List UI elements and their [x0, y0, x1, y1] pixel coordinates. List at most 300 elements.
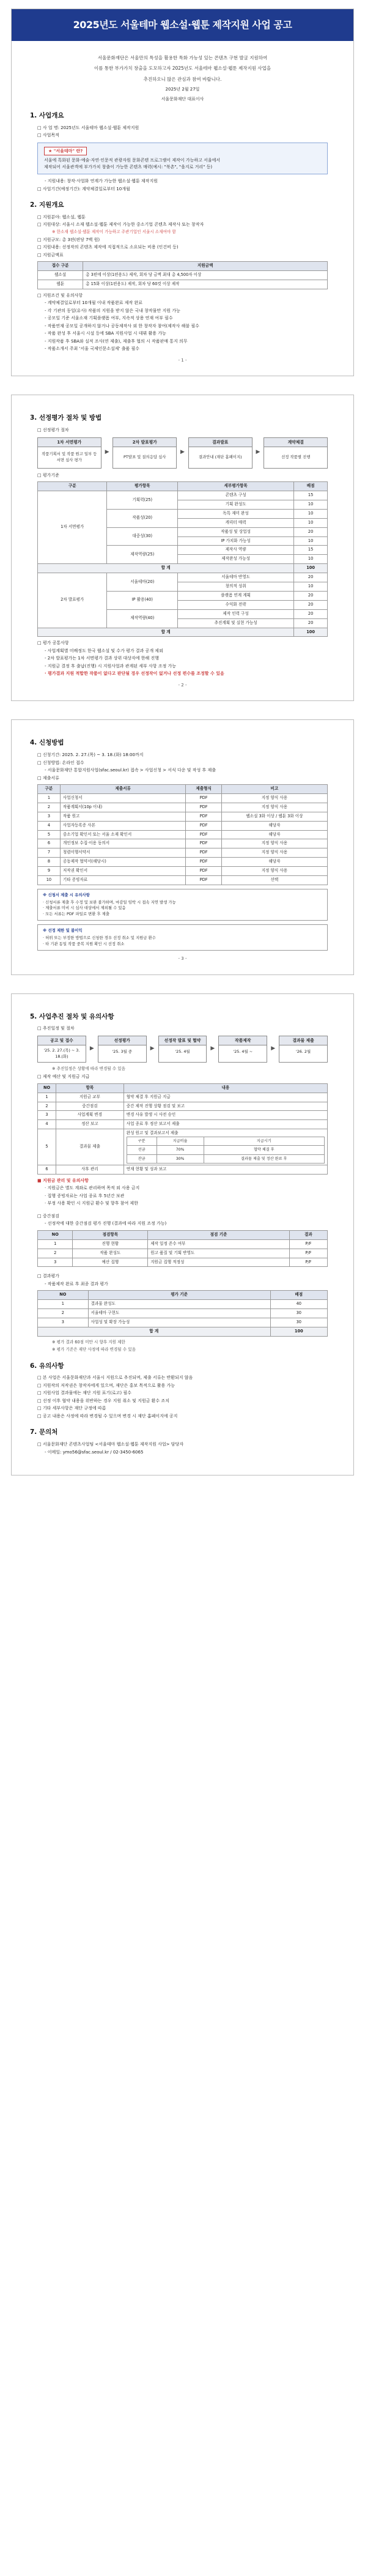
text-line: - 공모일 기준 서울소재 기획플랫폼 여부, 지속적 상용 연재 여부 필수 — [45, 316, 173, 321]
table-cell: 10 — [294, 518, 328, 527]
table-cell: 독특 재미 완성 — [178, 509, 294, 518]
submission-note-box — [37, 889, 328, 921]
table-header: 내용 — [124, 1083, 327, 1093]
table-cell: PDF — [186, 821, 221, 830]
table-cell: 협약 체결 후 지원금 지급 — [124, 1093, 327, 1102]
flow-step-title: 결과물 제출 — [279, 1036, 327, 1045]
table-row — [38, 803, 328, 812]
table-cell: 지정 양식 사용 — [221, 867, 327, 876]
text-line: - 작품연재 공모일 공개하지 않거나 공동제작사 외 한 창작자 참여(제작사 해불 필수 — [45, 323, 199, 328]
table-cell: 서울테마 반영도 — [178, 573, 294, 582]
text-line: - 사업계획별 미배정도 한국 웹소설 및 수가 평가 결과 공개 제외 — [45, 648, 163, 653]
flow-step-title: 공고 및 접수 — [38, 1036, 86, 1045]
document-page-1 — [11, 9, 354, 376]
arrow-right-icon: ▶ — [89, 1045, 94, 1052]
flow-step-body: 작품기획서 및 작품 원고 일부 등 서면 심사 평가 — [42, 451, 97, 462]
flow-step-body: PT발표 및 질의응답 심사 — [124, 454, 166, 459]
table-cell: 20 — [294, 609, 328, 618]
signer: 서울문화재단 대표이사 — [161, 97, 204, 102]
table-header: NO — [38, 1291, 89, 1300]
table-cell: 지정 양식 사용 — [221, 839, 327, 848]
table-row — [38, 1120, 328, 1129]
table-cell: 1차 서면평가 — [38, 491, 107, 564]
table-cell: 4 — [38, 821, 61, 830]
intro-line: 이를 통한 부가가치 창출을 도모하고자 2025년도 서울테마 웹소설·웹툰 제작지원 사업을 — [94, 65, 271, 72]
table-cell: 서울테마 구현도 — [88, 1309, 270, 1318]
text-line: □ 기타 세부사항은 재단 규정에 따름 — [37, 1406, 106, 1411]
table-row — [38, 1129, 328, 1165]
flow-step-title: 작품제작 — [219, 1036, 267, 1045]
text-line: □ 제작 예산 및 지원금 지급 — [37, 1074, 90, 1080]
table-cell: 3 — [38, 1318, 89, 1327]
text-line: - 계약체결일로부터 10개월 이내 작품완료 제작 완료 — [45, 300, 143, 306]
selection-flow — [37, 437, 328, 469]
text-line: - 지원작품 후 SBA와 실적 조사(연 제출), 제출후 협의 시 작품판매 통지 의무 — [45, 338, 188, 344]
table-cell: 콘텐츠 구성 — [178, 491, 294, 500]
text-note: ※ 추진일정은 상황에 따라 변경될 수 있음 — [52, 1066, 126, 1072]
flow-step — [112, 437, 177, 469]
table-cell: 사업자등록증 사본 — [60, 821, 186, 830]
table-cell: PDF — [186, 839, 221, 848]
table-cell: 제작 인력 구성 — [178, 609, 294, 618]
table-cell: 3 — [38, 812, 61, 821]
table-cell: P/F — [289, 1258, 327, 1267]
table-cell: 잔금 — [127, 1154, 157, 1163]
table-cell: 작품 원고 — [60, 812, 186, 821]
table-cell: 중간점검 — [56, 1102, 124, 1111]
amount-table — [37, 261, 328, 289]
table-row — [38, 1249, 328, 1258]
page-number: - 1 - — [178, 357, 187, 363]
text-line: □ 지원사업 결과물에는 재단 지원 표기(로고) 필수 — [37, 1390, 131, 1396]
page-title: 2025년도 서울테마 웹소설·웹툰 제작지원 사업 공고 — [73, 19, 292, 31]
table-cell: 수익화 전략 — [178, 600, 294, 609]
flow-step — [188, 437, 253, 469]
schedule-flow — [37, 1036, 328, 1063]
table-cell: 20 — [294, 618, 328, 628]
table-cell: 7 — [38, 848, 61, 858]
table-cell: 해당자 — [221, 858, 327, 867]
table-cell: 지정 양식 사용 — [221, 848, 327, 858]
table-row — [38, 1309, 328, 1318]
arrow-right-icon: ▶ — [180, 449, 185, 456]
table-header: 구분 — [127, 1137, 157, 1146]
flow-step-body: 결과안내 (재단 홈페이지) — [198, 454, 242, 459]
note-heading: ※ 선정 제한 및 불이익 — [43, 928, 83, 934]
table-header: 접수 구분 — [38, 262, 83, 271]
table-cell: 캐릭터 매력 — [178, 518, 294, 527]
cell-text: 완성 원고 및 결과보고서 제출 — [126, 1130, 179, 1136]
table-cell: 10 — [294, 582, 328, 592]
table-cell: 제작역량(25) — [107, 546, 178, 564]
table-header: 점검항목 — [73, 1230, 148, 1239]
table-cell: 작품계획서(10p 이내) — [60, 803, 186, 812]
text-line: · 지원금은 별도 계좌로 관리하며 목적 외 사용 금지 — [45, 1186, 140, 1191]
table-sum-row — [38, 564, 328, 573]
table-cell: 사후 관리 — [56, 1165, 124, 1174]
table-cell: 2 — [38, 1102, 56, 1111]
table-cell: 저작권 확인서 — [60, 867, 186, 876]
table-cell: PDF — [186, 794, 221, 803]
arrow-right-icon: ▶ — [271, 1045, 276, 1052]
intro-line: 추진하오니 많은 관심과 참여 바랍니다. — [143, 76, 222, 82]
text-note: ※ 평가 기준은 재단 사정에 따라 변경될 수 있음 — [52, 1346, 136, 1352]
table-cell: 10 — [294, 509, 328, 518]
table-header: 평가항목 — [107, 482, 178, 491]
table-cell: 기타 증빙자료 — [60, 876, 186, 885]
table-cell: 해당자 — [221, 830, 327, 839]
arrow-right-icon: ▶ — [105, 449, 109, 456]
document-page-2 — [11, 395, 354, 701]
text-line: □ 본 사업은 서울문화재단과 서울시 지원으로 추진되며, 제출 서류는 반환되지 않음 — [37, 1375, 193, 1381]
table-cell: 3 — [38, 1258, 73, 1267]
text-line: - 2차 발표평가는 1차 서면평가 결과 상위 대상자에 한해 진행 — [45, 656, 159, 661]
table-row — [38, 858, 328, 867]
table-cell: IP 가치화 가능성 — [178, 536, 294, 546]
flow-step — [218, 1036, 267, 1063]
intro-line: 서울문화재단은 서울만의 특성을 활용한 특화 가능성 있는 콘텐츠 구현 발굴 지원하여 — [97, 55, 268, 61]
table-cell: 연재 현황 및 성과 보고 — [124, 1165, 327, 1174]
table-cell: 예산 집행 — [73, 1258, 148, 1267]
table-cell: 2차 발표평가 — [38, 573, 107, 628]
table-cell: 10 — [294, 536, 328, 546]
text-line: □ 사 업 명: 2025년도 서울테마 웹소설·웹툰 제작지원 — [37, 125, 139, 130]
table-cell: PDF — [186, 830, 221, 839]
table-cell: 플랫폼 연계 계획 — [178, 591, 294, 600]
table-cell: 작품성(20) — [107, 509, 178, 527]
table-cell: 6 — [38, 1165, 56, 1174]
table-cell: 지정 양식 사용 — [221, 803, 327, 812]
page-number: - 2 - — [178, 682, 187, 688]
section-heading: 1. 사업개요 — [30, 111, 64, 119]
callout-tag: ★ "서울테마" 란? — [44, 147, 87, 156]
table-cell: 9 — [38, 867, 61, 876]
flow-step-title: 선정작 발표 및 협약 — [159, 1036, 207, 1045]
table-cell: PDF — [186, 848, 221, 858]
table-cell: 해당자 — [221, 821, 327, 830]
flow-step-body: '25. 4월 ~ — [233, 1049, 253, 1055]
flow-step — [98, 1036, 147, 1063]
title-banner — [12, 9, 353, 41]
table-header: 지급시기 — [204, 1137, 325, 1146]
table-cell: 5 — [38, 1129, 56, 1165]
table-header: 지원금액 — [83, 262, 328, 271]
table-cell: 사업 종료 후 정산 보고서 제출 — [124, 1120, 327, 1129]
table-cell: 웹소설 — [38, 271, 83, 280]
flow-step — [279, 1036, 328, 1063]
announcement-date: 2025년 2월 27일 — [165, 86, 200, 92]
text-line: □ 결과평가 — [37, 1274, 59, 1279]
table-cell: 지정 양식 사용 — [221, 794, 327, 803]
evaluation-table — [37, 481, 328, 637]
table-cell: PDF — [186, 876, 221, 885]
text-line: - 각 기관의 동일(유사) 작품의 지원을 받지 않은 국내 창작물만 지원 가능 — [45, 308, 180, 313]
table-cell: 10 — [38, 876, 61, 885]
table-header: 배점 — [270, 1291, 327, 1300]
table-row — [38, 821, 328, 830]
table-cell: 6 — [38, 839, 61, 848]
table-cell: PDF — [186, 803, 221, 812]
table-cell: 정산 보고 — [56, 1120, 124, 1129]
table-cell: 지원금 교부 — [56, 1093, 124, 1102]
table-cell: 변경 사유 발생 시 사전 승인 — [124, 1111, 327, 1120]
text-line: □ 평가기준 — [37, 472, 59, 478]
flow-step — [37, 1036, 86, 1063]
table-row — [38, 830, 328, 839]
table-cell: 30 — [270, 1318, 327, 1327]
table-cell: 선금 — [127, 1146, 157, 1154]
table-cell: 결과물 완성도 — [88, 1300, 270, 1309]
page-number: - 3 - — [178, 956, 187, 962]
table-cell: 제작사 역량 — [178, 546, 294, 555]
table-header: 구분 — [38, 785, 61, 794]
section-heading: 7. 문의처 — [30, 1428, 58, 1436]
text-line: - 지원내용: 창작·사업화 연계가 가능한 웹소설·웹툰 제작지원 — [45, 179, 158, 184]
table-cell: P/F — [289, 1239, 327, 1249]
document-page-4 — [11, 993, 354, 1475]
text-line: □ 지원금액표 — [37, 252, 64, 258]
table-cell: 1 — [38, 794, 61, 803]
table-cell: 청렴이행서약서 — [60, 848, 186, 858]
text-line: □ 지원내용: 선정작의 콘텐츠 제작에 직접적으로 소요되는 비용 (인건비 등) — [37, 245, 179, 250]
table-cell: 합 계 — [38, 564, 294, 573]
text-line: □ 사업목적 — [37, 133, 59, 138]
table-cell: 100 — [294, 628, 328, 637]
text-line: □ 제출서류 — [37, 775, 59, 781]
flow-step-body: 선정 작품별 진행 — [281, 454, 311, 459]
text-line: · 부정 사용 확인 시 지원금 환수 및 향후 참여 제한 — [45, 1201, 138, 1206]
table-cell: 2 — [38, 1309, 89, 1318]
text-line: □ 지원대상: 서울시 소재 웹소설·웹툰 제작이 가능한 중소기업 콘텐츠 제작사 또는 창작자 — [37, 222, 204, 228]
text-line: □ 서울문화재단 콘텐츠사업팀 <서울테마 웹소설·웹툰 제작지원 사업> 담당자 — [37, 1442, 184, 1447]
table-row — [38, 1102, 328, 1111]
text-line: - 지원금 결정 후 출납(진행) 시 지원사업과 관계된 세부 사항 조정 가능 — [45, 663, 177, 669]
warning-line: · 평가결과 지원 적합한 작품이 없다고 판단될 경우 선정작이 없거나 선정 편수를 조정할 수 있음 — [45, 671, 224, 677]
theme-callout — [37, 143, 328, 175]
table-row — [38, 867, 328, 876]
table-header: 평가 기준 — [88, 1291, 270, 1300]
table-header: 항목 — [56, 1083, 124, 1093]
text-line: □ 사업기간(예정기간): 계약체결일로부터 10개월 — [37, 186, 130, 191]
text-line: □ 선정평가 절차 — [37, 428, 69, 433]
text-line: - 작품 완성 후 서울시 시설 등에 SBA 지원사업 시 데뷔 활용 가능 — [45, 331, 166, 336]
text-line: □ 공고 내용은 사정에 따라 변경될 수 있으며 변경 시 재단 홈페이지에 공지 — [37, 1413, 178, 1419]
table-row — [38, 1165, 328, 1174]
table-cell: 작품성 및 상업성 — [178, 527, 294, 536]
text-line: □ 지원분야: 웹소설, 웹툰 — [37, 214, 86, 220]
contact-line: - 이메일: ymo56@sfac.seoul.kr / 02-3450-6065 — [45, 1449, 144, 1455]
text-line: □ 추진일정 및 절차 — [37, 1026, 75, 1031]
table-cell: 제작 일정 준수 여부 — [148, 1239, 290, 1249]
check-table — [37, 1230, 328, 1268]
table-cell: 공동제작 협약서(해당시) — [60, 858, 186, 867]
text-note: ※ 한소재 웹소설·웹툰 제작이 가능하고 주관기업인 서울시 소재여야 함 — [52, 229, 176, 234]
table-row — [38, 1318, 328, 1327]
table-cell: 합 계 — [38, 628, 294, 637]
arrow-right-icon: ▶ — [210, 1045, 215, 1052]
table-row — [38, 1093, 328, 1102]
flow-step-title: 2차 발표평가 — [113, 438, 176, 447]
table-row — [38, 1300, 328, 1309]
section-heading: 5. 사업추진 절차 및 유의사항 — [30, 1012, 114, 1020]
text-note: ※ 평가 결과 60점 미만 시 향후 지원 제한 — [52, 1339, 125, 1345]
table-cell: 지원금 집행 적정성 — [148, 1258, 290, 1267]
table-row — [38, 271, 328, 280]
table-cell: 웹소설 3화 이상 / 웹툰 3화 이상 — [221, 812, 327, 821]
table-header: 제출서류 — [60, 785, 186, 794]
payment-ratio-table — [127, 1137, 325, 1164]
text-line: □ 지원작의 저작권은 창작자에게 있으며, 재단은 홍보 목적으로 활용 가능 — [37, 1383, 175, 1388]
callout-text: 서울에 특화된 문화·예술·자연·인문적 관광자원 문화콘텐 프로그램이 제작이 가능하고 서울에서 — [44, 158, 221, 163]
table-cell: 결과물 제출 및 정산 완료 후 — [204, 1154, 325, 1163]
table-cell: 10 — [294, 555, 328, 564]
table-cell: 2 — [38, 803, 61, 812]
note-line: · 타 기관 동일 작품 중복 지원 확인 시 선정 취소 — [43, 941, 125, 946]
table-cell: 중소기업 확인서 또는 서울 소재 확인서 — [60, 830, 186, 839]
text-line: □ 선정 이후 협약 내용을 위반하는 경우 지원 취소 및 지원금 환수 조치 — [37, 1398, 169, 1403]
table-cell: 20 — [294, 600, 328, 609]
note-line: · 허위 또는 부정한 방법으로 신청한 경우 선정 취소 및 지원금 환수 — [43, 935, 156, 940]
table-row — [38, 491, 328, 500]
table-cell: 1 — [38, 1093, 56, 1102]
table-header: 점검 기준 — [148, 1230, 290, 1239]
table-cell: 추진계획 및 실현 가능성 — [178, 618, 294, 628]
table-header: 비고 — [221, 785, 327, 794]
table-row — [38, 1111, 328, 1120]
table-cell: 3 — [38, 1111, 56, 1120]
table-cell: 20 — [294, 591, 328, 600]
table-sum-row — [38, 628, 328, 637]
flow-step — [264, 437, 328, 469]
text-line: - 서울문화재단 통합지원사업(sfac.seoul.kr) 접속 > 사업신청 > 서식 다운 및 작성 후 제출 — [45, 768, 216, 773]
table-header: 결과 — [289, 1230, 327, 1239]
table-cell: 서울테마(20) — [107, 573, 178, 592]
flow-step-title: 선정평가 — [98, 1036, 146, 1045]
table-cell: 5 — [38, 830, 61, 839]
table-cell: 웹툰 — [38, 280, 83, 289]
table-cell: PDF — [186, 858, 221, 867]
warning-heading: ■ 지원금 관리 및 유의사항 — [37, 1178, 89, 1183]
table-cell: 개인정보 수집·이용 동의서 — [60, 839, 186, 848]
table-cell: 40 — [270, 1300, 327, 1309]
table-cell: 협약 체결 후 — [204, 1146, 325, 1154]
table-cell: 15 — [294, 491, 328, 500]
note-line: · 제출서류 미비 시 심사 대상에서 제외될 수 있음 — [43, 905, 126, 911]
table-cell: 대중성(30) — [107, 527, 178, 546]
table-header: 세부평가항목 — [178, 482, 294, 491]
table-cell: 4 — [38, 1120, 56, 1129]
table-row — [38, 1258, 328, 1267]
table-sum-row — [38, 1327, 328, 1337]
text-line: - 선정작에 대한 중간점검 평가 진행 (결과에 따라 지원 조정 가능) — [45, 1221, 167, 1227]
table-header: 제출형식 — [186, 785, 221, 794]
table-row — [38, 812, 328, 821]
table-cell: 제작완성 가능성 — [178, 555, 294, 564]
note-line: · 모든 서류는 PDF 파일로 변환 후 제출 — [43, 911, 109, 916]
table-cell: 총 3편에 이상(1편용도) 제작, 회차 당 금액 최대 총 4,500자 이상 — [83, 271, 328, 280]
table-cell: 합 계 — [38, 1327, 271, 1337]
table-cell: 원고 품질 및 기획 반영도 — [148, 1249, 290, 1258]
table-header: NO — [38, 1230, 73, 1239]
text-line: □ 중간점검 — [37, 1213, 59, 1219]
flow-step-body: '26. 2월 — [295, 1049, 311, 1055]
table-cell: 중간 제작 진행 상황 점검 및 보고 — [124, 1102, 327, 1111]
text-line: · 집행 증빙자료는 사업 종료 후 5년간 보관 — [45, 1193, 125, 1198]
table-cell: 30 — [270, 1309, 327, 1318]
text-line: □ 신청기간: 2025. 2. 27.(목) ~ 3. 18.(화) 18:00까지 — [37, 752, 144, 758]
table-cell: 15 — [294, 546, 328, 555]
table-cell: 1 — [38, 1300, 89, 1309]
arrow-right-icon: ▶ — [150, 1045, 155, 1052]
table-cell: 1 — [38, 1239, 73, 1249]
table-cell: 8 — [38, 858, 61, 867]
documents-table — [37, 784, 328, 885]
table-cell: PDF — [186, 812, 221, 821]
text-line: □ 지원조건 및 유의사항 — [37, 292, 83, 298]
table-cell: 제작역량(40) — [107, 609, 178, 628]
table-cell: 30% — [157, 1154, 204, 1163]
table-row — [38, 1239, 328, 1249]
table-cell: 20 — [294, 527, 328, 536]
table-cell: 사업성 및 확장 가능성 — [88, 1318, 270, 1327]
section-heading: 3. 선정평가 절차 및 방법 — [30, 414, 102, 422]
text-line: - 작품소개서 주최 '서울 국제인문소설제' 출품 필수 — [45, 346, 139, 352]
table-cell: P/F — [289, 1249, 327, 1258]
table-cell: 기획 완성도 — [178, 500, 294, 510]
flow-step-body: '25. 3월 중 — [112, 1049, 132, 1055]
table-cell: 기획력(25) — [107, 491, 178, 510]
section-heading: 2. 지원개요 — [30, 201, 64, 209]
table-header: 지급비율 — [157, 1137, 204, 1146]
callout-text: 제작되어 서울관객에 부가가치 창출이 가능한 콘텐츠 매력(예시: "북촌", "을지로 거리" 등) — [44, 164, 213, 169]
table-header: 구분 — [38, 482, 107, 491]
note-line: · 신청서류 제출 후 수정 및 보완 불가하며, 마감일 임박 시 접속 지연 발생 가능 — [43, 899, 176, 905]
arrow-right-icon: ▶ — [256, 449, 260, 456]
table-cell: 창의적 성취 — [178, 582, 294, 592]
table-cell: 작품 완성도 — [73, 1249, 148, 1258]
table-cell — [124, 1129, 327, 1165]
text-line: - 작품제작 완료 후 최종 결과 평가 — [45, 1281, 108, 1286]
flow-step-body: '25. 2. 27.(목) ~ 3. 18.(화) — [43, 1048, 80, 1059]
text-line: □ 평가 공통사항 — [37, 640, 69, 646]
table-header: NO — [38, 1083, 56, 1093]
note-heading: ※ 신청서 제출 시 유의사항 — [43, 892, 90, 897]
section-heading: 6. 유의사항 — [30, 1362, 64, 1370]
table-cell: 선택 — [221, 876, 327, 885]
table-row — [38, 794, 328, 803]
budget-table — [37, 1083, 328, 1175]
flow-step — [37, 437, 101, 469]
table-cell: IP 활용(40) — [107, 591, 178, 609]
table-row — [38, 573, 328, 582]
flow-step — [158, 1036, 207, 1063]
table-row — [38, 280, 328, 289]
table-cell: 총 15화 이상(1편용도) 제작, 회차 당 60컷 이상 제작 — [83, 280, 328, 289]
table-row — [38, 876, 328, 885]
table-cell: 결과물 제출 — [56, 1129, 124, 1165]
flow-step-title: 결과발표 — [189, 438, 252, 447]
table-cell: 100 — [294, 564, 328, 573]
table-cell: 사업신청서 — [60, 794, 186, 803]
table-cell: 진행 현황 — [73, 1239, 148, 1249]
flow-step-title: 계약체결 — [264, 438, 327, 447]
section-heading: 4. 신청방법 — [30, 739, 64, 747]
text-line: □ 신청방법: 온라인 접수 — [37, 760, 84, 765]
table-row — [38, 848, 328, 858]
result-table — [37, 1290, 328, 1336]
table-cell: PDF — [186, 867, 221, 876]
restriction-note-box — [37, 924, 328, 951]
